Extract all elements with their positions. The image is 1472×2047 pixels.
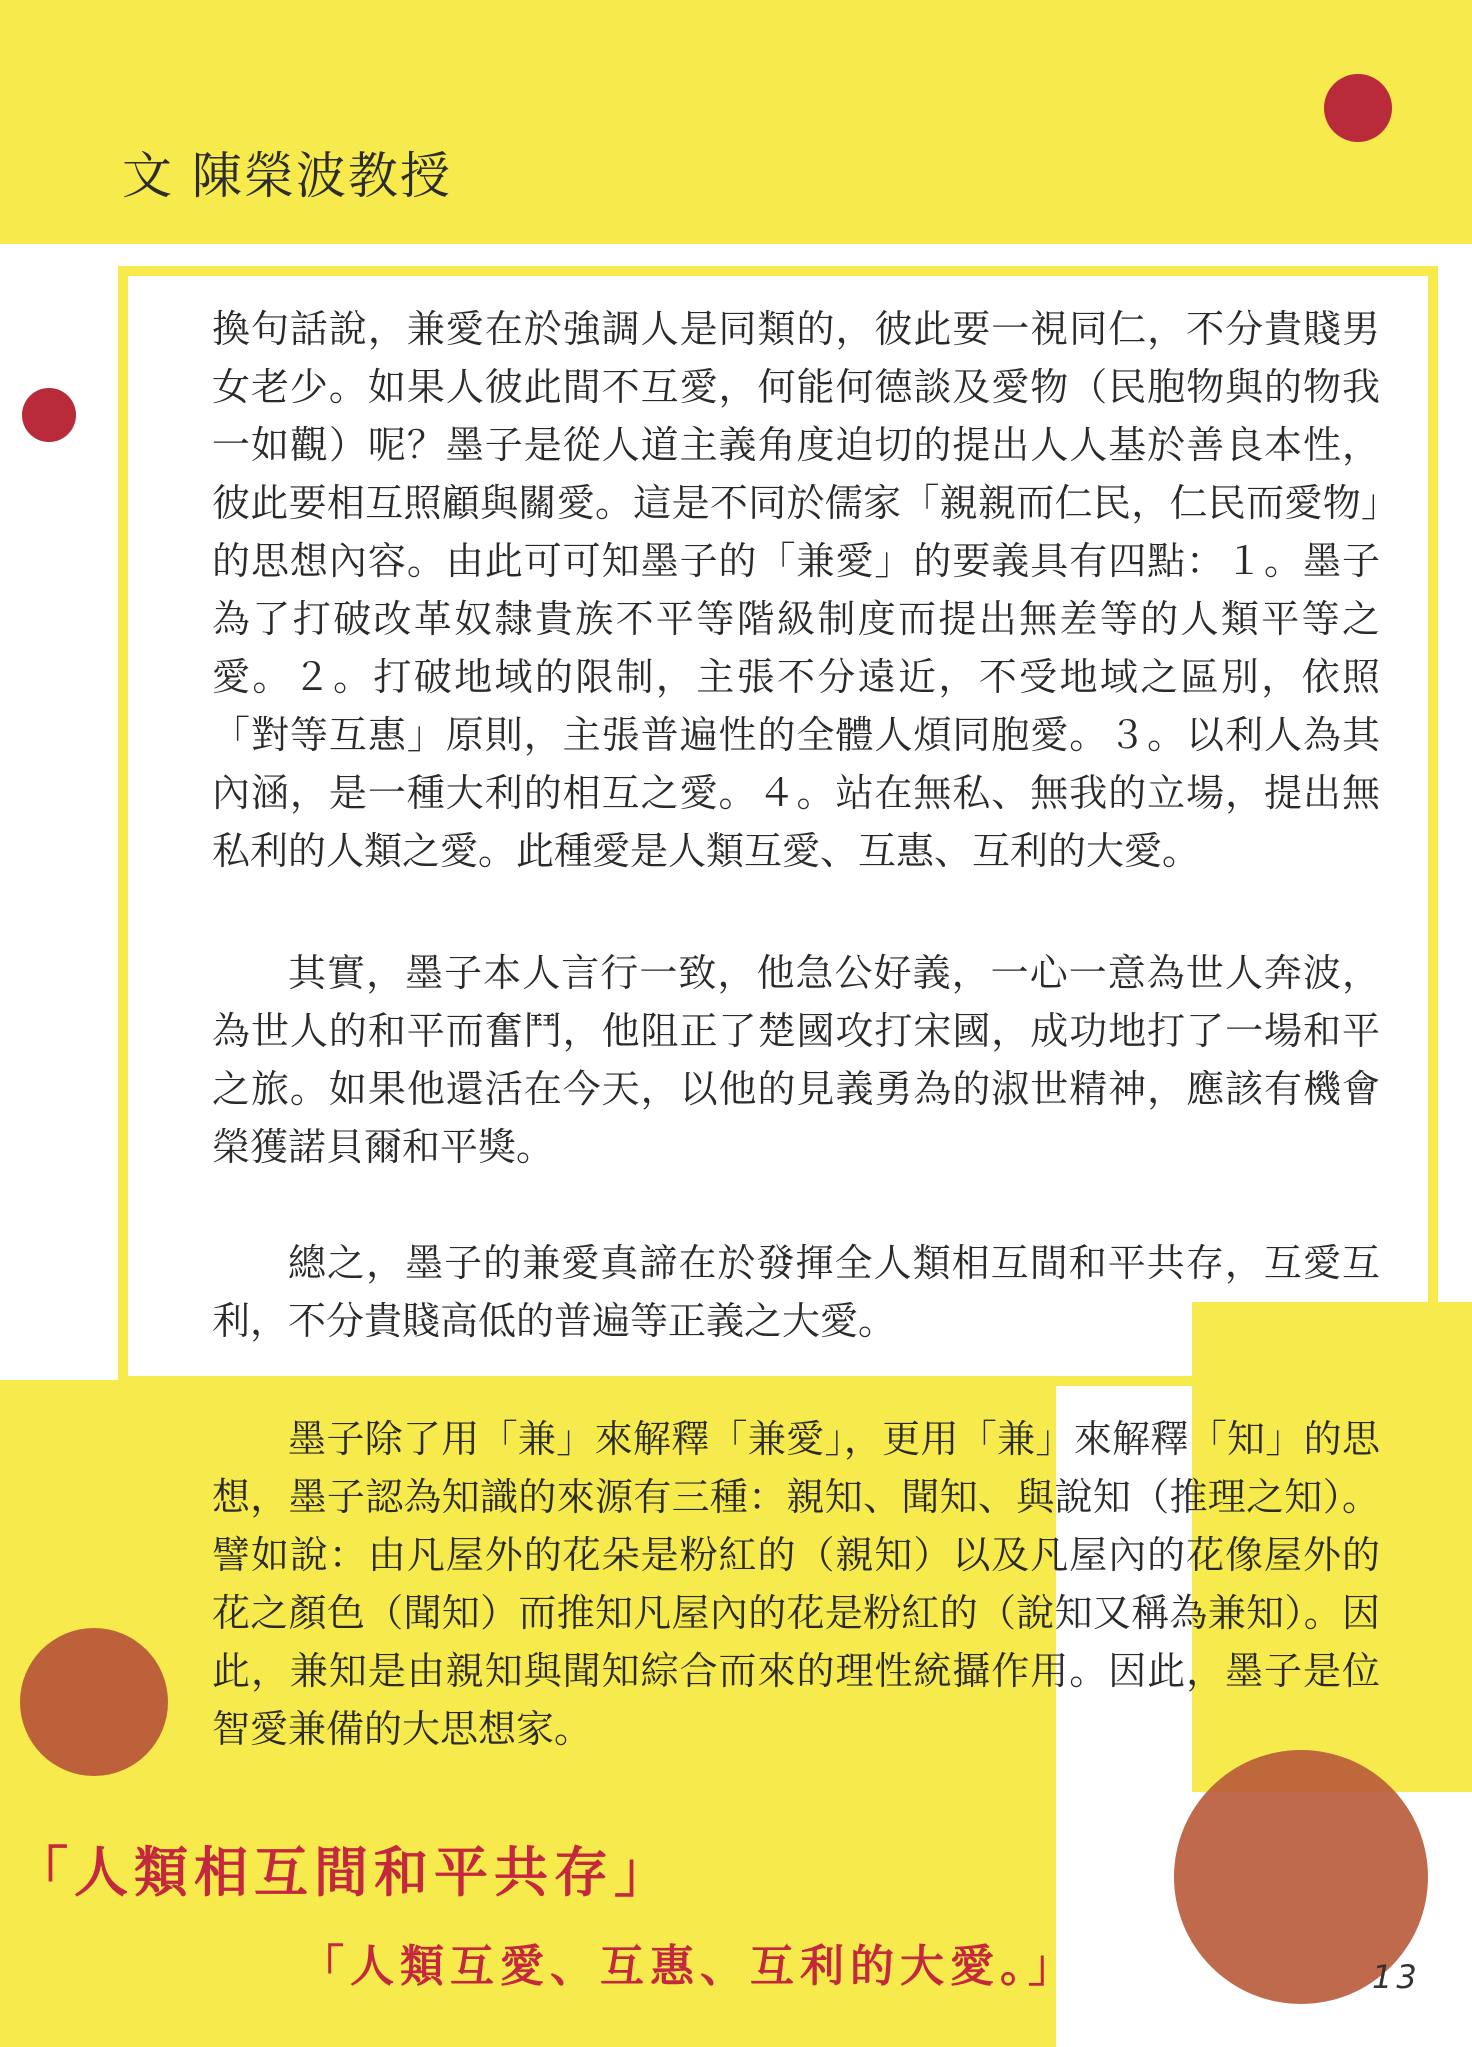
brown-circle-left xyxy=(20,1628,168,1776)
paragraph-3-text: 總之，墨子的兼愛真諦在於發揮全人類相互間和平共存，互愛互利，不分貴賤高低的普遍等正義之大愛。 xyxy=(212,1241,1380,1343)
paragraph-1-text: 換句話說，兼愛在於強調人是同類的，彼此要一視同仁，不分貴賤男女老少。如果人彼此間不互愛，何能何德談及愛物（民胞物與的物我一如觀）呢？墨子是從人道主義角度迫切的提出人人基於善良本性，彼此要相互照顧與關愛。這是不同於儒家「親親而仁民，仁民而愛物」的思想內容。由此可可知墨子的「兼愛」的要義具有四點：１。墨子為了打破改革奴隸貴族不平等階級制度而提出無差等的人類平等之愛。２。打破地域的限制，主張不分遠近，不受地域之區別，依照「對等互惠」原則，主張普遍性的全體人煩同胞愛。３。以利人為其內涵，是一種大利的相互之愛。４。站在無私、無我的立場，提出無私利的人類之愛。此種愛是人類互愛、互惠、互利的大愛。 xyxy=(212,307,1380,873)
page-number: 13 xyxy=(1372,1958,1421,1996)
paragraph-2 xyxy=(212,944,1380,1176)
paragraph-3 xyxy=(212,1234,1380,1350)
paragraph-2-text: 其實，墨子本人言行一致，他急公好義，一心一意為世人奔波，為世人的和平而奮鬥，他阻正了楚國攻打宋國，成功地打了一場和平之旅。如果他還活在今天，以他的見義勇為的淑世精神，應該有機會榮獲諾貝爾和平獎。 xyxy=(212,951,1380,1169)
red-dot-left xyxy=(22,388,76,442)
paragraph-1 xyxy=(212,300,1380,880)
quote-2: 「人類互愛、互惠、互利的大愛。」 xyxy=(300,1941,1078,1992)
author-line: 文 陳榮波教授 xyxy=(122,147,452,205)
quote-1: 「人類相互間和平共存」 xyxy=(14,1840,674,1904)
paragraph-4-text: 墨子除了用「兼」來解釋「兼愛」，更用「兼」來解釋「知」的思想，墨子認為知識的來源有三種：親知、聞知、與說知（推理之知）。譬如說：由凡屋外的花朵是粉紅的（親知）以及凡屋內的花像屋外的花之顏色（聞知）而推知凡屋內的花是粉紅的（說知又稱為兼知）。因此，兼知是由親知與聞知綜合而來的理性統攝作用。因此，墨子是位智愛兼備的大思想家。 xyxy=(212,1417,1380,1751)
paragraph-4 xyxy=(212,1410,1380,1758)
red-dot-top-right xyxy=(1324,74,1392,142)
